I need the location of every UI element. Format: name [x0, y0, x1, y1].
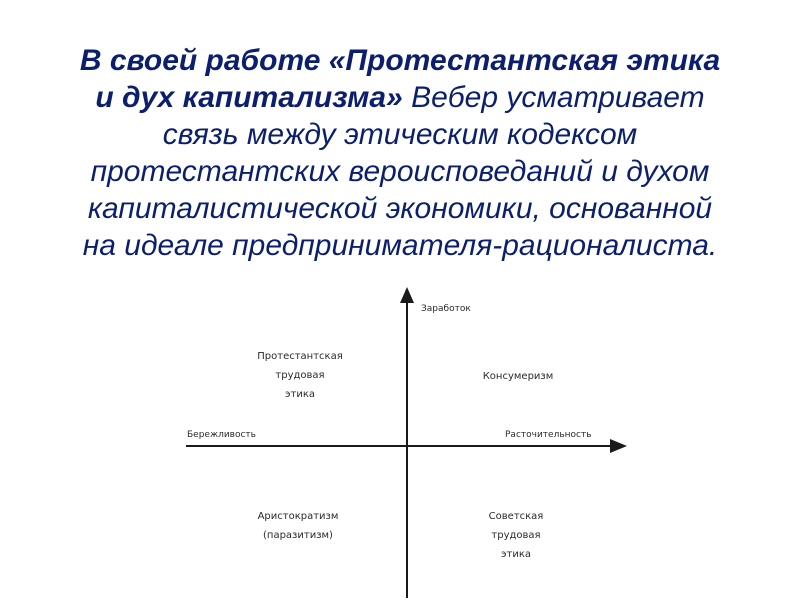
- quadrant-top-left-line-1: Протестантская: [257, 351, 343, 362]
- text-line-4: протестантских вероисповеданий и духом: [90, 155, 710, 188]
- quadrant-bottom-right-line-3: этика: [501, 549, 531, 560]
- text-line-2-rest: Вебер усматривает: [402, 81, 705, 114]
- quadrant-top-left: [240, 347, 360, 404]
- quadrant-bottom-left-line-1: Аристократизм: [257, 511, 339, 522]
- y-axis-arrowhead: [400, 287, 414, 303]
- quadrant-bottom-left: [238, 507, 358, 545]
- x-axis-left-label: Бережливость: [187, 430, 256, 440]
- quadrant-top-left-line-2: трудовая: [275, 370, 325, 381]
- text-line-3: связь между этическим кодексом: [162, 118, 638, 151]
- y-axis-label: Заработок: [421, 304, 471, 314]
- quadrant-bottom-right-line-2: трудовая: [491, 530, 541, 541]
- quadrant-top-right: [458, 367, 578, 386]
- quadrant-top-right-line-1: Консумеризм: [482, 371, 554, 382]
- quadrant-bottom-right: [456, 507, 576, 564]
- text-line-1: В своей работе «Протестантская этика: [79, 44, 721, 77]
- text-line-2-bold: и дух капитализма»: [95, 81, 403, 114]
- x-axis-arrowhead: [610, 439, 627, 453]
- x-axis-right-label: Расточительность: [505, 430, 592, 440]
- quadrant-bottom-right-line-1: Советская: [488, 511, 544, 522]
- quadrant-top-left-line-3: этика: [285, 389, 315, 400]
- quadrant-bottom-left-line-2: (паразитизм): [263, 530, 333, 541]
- text-line-6: на идеале предпринимателя-рационалиста.: [82, 229, 718, 262]
- text-line-5: капиталистической экономики, основанной: [87, 192, 713, 225]
